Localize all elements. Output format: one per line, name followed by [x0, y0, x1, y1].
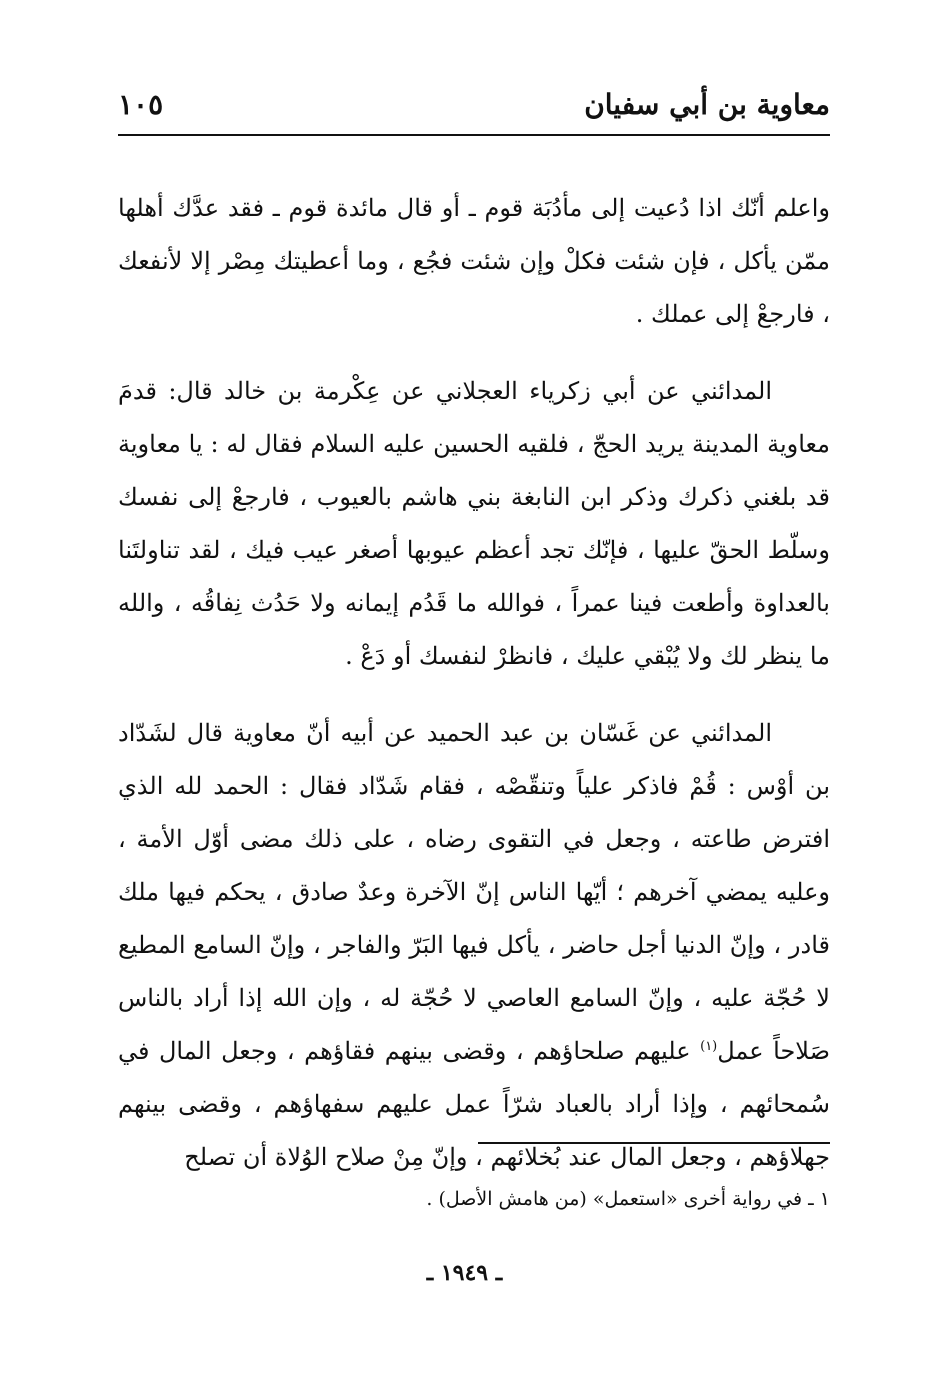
page-header	[118, 88, 830, 134]
footnote: ١ ـ في رواية أخرى «استعمل» (من هامش الأصل) .	[426, 1188, 830, 1210]
main-text	[118, 182, 830, 1208]
running-title: معاوية بن أبي سفيان	[584, 88, 830, 121]
page-number: ١٠٥	[118, 88, 164, 121]
paragraph-text: المدائني عن غَسّان بن عبد الحميد عن أبيه أنّ معاوية قال لشَدّاد بن أوْس : قُمْ فاذكر علياً وتنقّصْه ، فقام شَدّاد فقال : الحمد لله الذي افترض طاعته ، وجعل في التقوى رضاه ، على ذلك مضى أوّل الأمة ، وعليه يمضي آخرهم ؛ أيّها الناس إنّ الآخرة وعدٌ صادق ، يحكم فيها ملك قادر ، وإنّ الدنيا أجل حاضر ، يأكل فيها البَرّ والفاجر ، وإنّ السامع المطيع لا حُجّة عليه ، وإنّ السامع العاصي لا حُجّة له ، وإن الله إذا أراد بالناس صَلاحاً عمل	[118, 719, 830, 1065]
paragraph: واعلم أنّك اذا دُعيت إلى مأدُبَة قوم ـ أو قال مائدة قوم ـ فقد عدَّك أهلها ممّن يأكل ، فإن شئت فكلْ وإن شئت فجُع ، وما أعطيتك مِصْر إلا لأنفعك ، فارجعْ إلى عملك .	[118, 194, 830, 328]
header-rule	[118, 134, 830, 136]
footnote-reference: (١)	[700, 1039, 718, 1054]
paragraph-text-continued: عليهم صلحاؤهم ، وقضى بينهم فقاؤهم ، وجعل المال في سُمحائهم ، وإذا أراد بالعباد شرّاً عمل عليهم سفهاؤهم ، وقضى بينهم جهلاؤهم ، وجعل المال عند بُخلائهم ، وإنّ مِنْ صلاح الوُلاة أن تصلح	[118, 1037, 830, 1171]
footer-page-number: ـ ١٩٤٩ ـ	[426, 1260, 503, 1286]
paragraph: المدائني عن أبي زكرياء العجلاني عن عِكْرمة بن خالد قال: قدمَ معاوية المدينة يريد الحجّ ، فلقيه الحسين عليه السلام فقال له : يا معاوية قد بلغني ذكرك وذكر ابن النابغة بني هاشم بالعيوب ، فارجعْ إلى نفسك وسلّط الحقّ عليها ، فإنّك تجد أعظم عيوبها أصغر عيب فيك ، لقد تناولتَنا بالعداوة وأطعت فينا عمراً ، فوالله ما قَدُم إيمانه ولا حَدُث نِفاقُه ، والله ما ينظر لك ولا يُبْقي عليك ، فانظرْ لنفسك أو دَعْ .	[118, 377, 830, 670]
footnote-rule	[478, 1142, 830, 1144]
paragraph-with-footnote	[118, 707, 830, 1184]
